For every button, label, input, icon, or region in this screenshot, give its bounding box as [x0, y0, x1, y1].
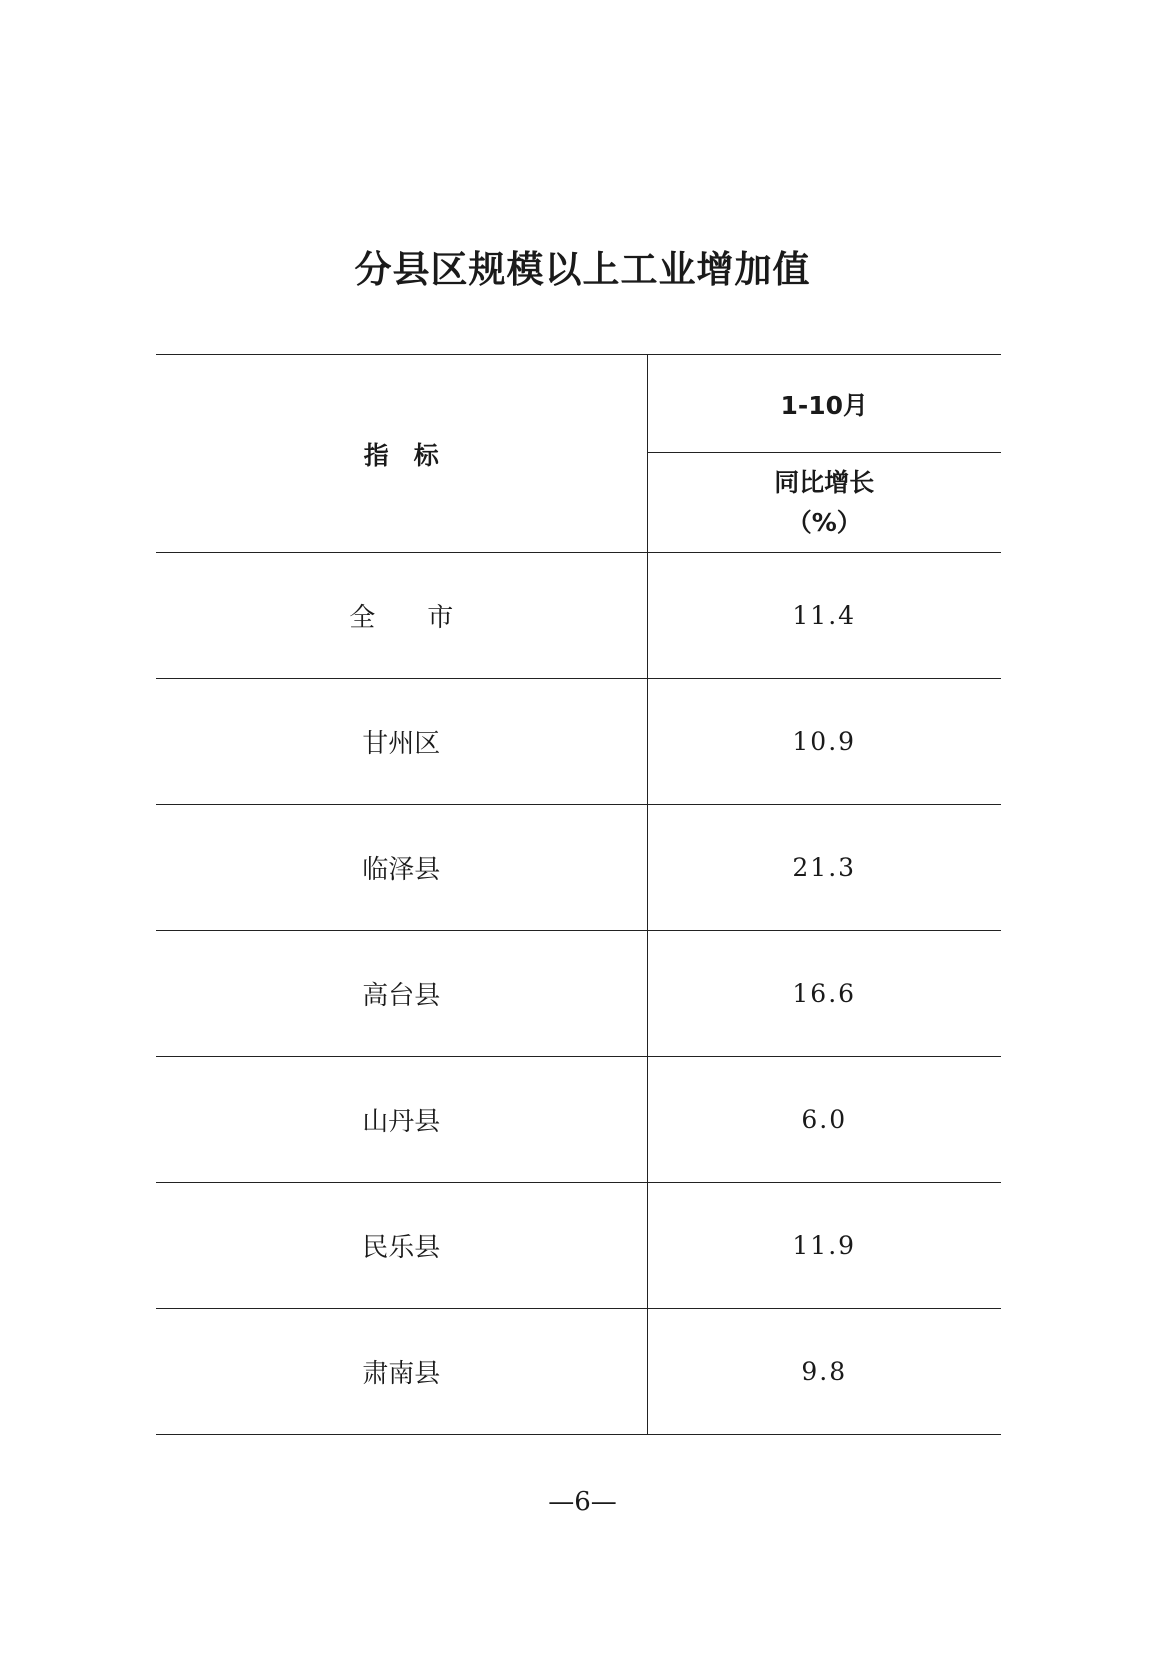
row-label: 山丹县 [156, 1057, 647, 1183]
row-value: 10.9 [647, 679, 1001, 805]
stats-table [156, 354, 1001, 1435]
row-label: 全 市 [156, 553, 647, 679]
measure-header [647, 453, 1001, 553]
page-number: —6— [548, 1487, 617, 1517]
row-value: 11.9 [647, 1183, 1001, 1309]
measure-label: 同比增长 [774, 467, 875, 497]
table-row [156, 679, 1001, 805]
table-row [156, 1309, 1001, 1435]
page-title: 分县区规模以上工业增加值 [354, 248, 811, 291]
table-row [156, 1057, 1001, 1183]
table-row [156, 1183, 1001, 1309]
row-label: 肃南县 [156, 1309, 647, 1435]
table-row [156, 931, 1001, 1057]
row-value: 9.8 [647, 1309, 1001, 1435]
table-header-row [156, 355, 1001, 453]
period-header: 1-10月 [647, 355, 1001, 453]
metric-column-header: 指 标 [156, 355, 647, 553]
row-label: 民乐县 [156, 1183, 647, 1309]
row-value: 11.4 [647, 553, 1001, 679]
row-label: 临泽县 [156, 805, 647, 931]
row-label: 甘州区 [156, 679, 647, 805]
row-value: 6.0 [647, 1057, 1001, 1183]
table-row [156, 805, 1001, 931]
row-label: 高台县 [156, 931, 647, 1057]
row-value: 16.6 [647, 931, 1001, 1057]
row-value: 21.3 [647, 805, 1001, 931]
unit-label: （%） [786, 507, 862, 537]
table-row [156, 553, 1001, 679]
